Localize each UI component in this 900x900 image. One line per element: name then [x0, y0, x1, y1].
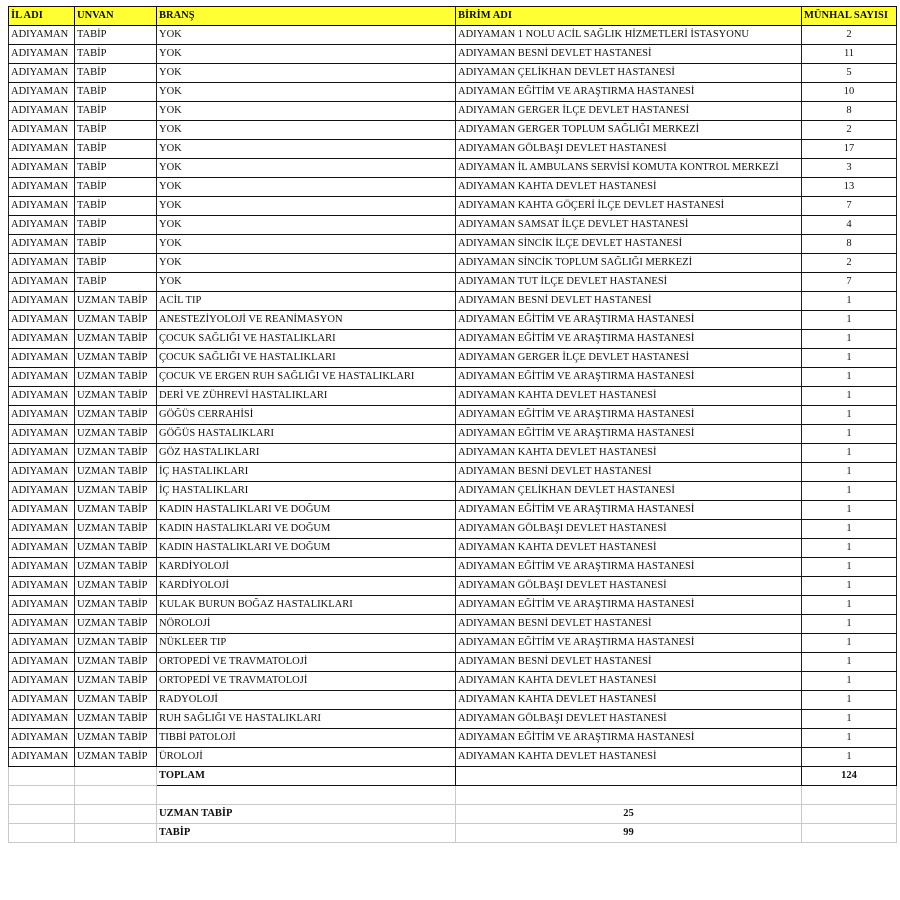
cell-brans: KADIN HASTALIKLARI VE DOĞUM	[157, 520, 456, 539]
cell-unvan: UZMAN TABİP	[75, 425, 157, 444]
cell-birim-adi: ADIYAMAN EĞİTİM VE ARAŞTIRMA HASTANESİ	[456, 558, 802, 577]
cell-il-adi: ADIYAMAN	[9, 463, 75, 482]
cell-unvan: TABİP	[75, 273, 157, 292]
total-label: TOPLAM	[157, 767, 456, 786]
cell-il-adi: ADIYAMAN	[9, 368, 75, 387]
cell-munhal-sayisi: 1	[802, 577, 897, 596]
col-header-birim-adi: BİRİM ADI	[456, 7, 802, 26]
cell-unvan: UZMAN TABİP	[75, 615, 157, 634]
cell-il-adi: ADIYAMAN	[9, 444, 75, 463]
cell-il-adi: ADIYAMAN	[9, 520, 75, 539]
cell-unvan: UZMAN TABİP	[75, 653, 157, 672]
cell-brans: YOK	[157, 102, 456, 121]
blank-cell	[75, 767, 157, 786]
cell-munhal-sayisi: 1	[802, 634, 897, 653]
summary-section	[9, 767, 897, 843]
cell-brans: YOK	[157, 235, 456, 254]
table-row	[9, 710, 897, 729]
cell-birim-adi: ADIYAMAN EĞİTİM VE ARAŞTIRMA HASTANESİ	[456, 406, 802, 425]
blank-cell	[9, 767, 75, 786]
cell-unvan: UZMAN TABİP	[75, 482, 157, 501]
cell-brans: KULAK BURUN BOĞAZ HASTALIKLARI	[157, 596, 456, 615]
cell-il-adi: ADIYAMAN	[9, 140, 75, 159]
cell-il-adi: ADIYAMAN	[9, 26, 75, 45]
cell-brans: KADIN HASTALIKLARI VE DOĞUM	[157, 539, 456, 558]
cell-birim-adi: ADIYAMAN TUT İLÇE DEVLET HASTANESİ	[456, 273, 802, 292]
cell-il-adi: ADIYAMAN	[9, 121, 75, 140]
table-row	[9, 672, 897, 691]
cell-brans: YOK	[157, 26, 456, 45]
cell-birim-adi: ADIYAMAN EĞİTİM VE ARAŞTIRMA HASTANESİ	[456, 368, 802, 387]
cell-birim-adi: ADIYAMAN ÇELİKHAN DEVLET HASTANESİ	[456, 482, 802, 501]
cell-il-adi: ADIYAMAN	[9, 311, 75, 330]
cell-brans: ÜROLOJİ	[157, 748, 456, 767]
col-header-brans: BRANŞ	[157, 7, 456, 26]
cell-unvan: TABİP	[75, 254, 157, 273]
cell-munhal-sayisi: 5	[802, 64, 897, 83]
cell-munhal-sayisi: 2	[802, 26, 897, 45]
blank-cell	[456, 767, 802, 786]
table-row	[9, 539, 897, 558]
cell-unvan: TABİP	[75, 235, 157, 254]
cell-unvan: UZMAN TABİP	[75, 520, 157, 539]
cell-il-adi: ADIYAMAN	[9, 501, 75, 520]
table-row	[9, 45, 897, 64]
cell-il-adi: ADIYAMAN	[9, 558, 75, 577]
cell-birim-adi: ADIYAMAN BESNİ DEVLET HASTANESİ	[456, 463, 802, 482]
cell-birim-adi: ADIYAMAN KAHTA DEVLET HASTANESİ	[456, 691, 802, 710]
cell-il-adi: ADIYAMAN	[9, 596, 75, 615]
cell-munhal-sayisi: 1	[802, 615, 897, 634]
tabip-label: TABİP	[157, 824, 456, 843]
summary-row-uzman	[9, 805, 897, 824]
cell-munhal-sayisi: 1	[802, 691, 897, 710]
table-row	[9, 653, 897, 672]
cell-munhal-sayisi: 1	[802, 748, 897, 767]
col-header-munhal-sayisi: MÜNHAL SAYISI	[802, 7, 897, 26]
cell-brans: YOK	[157, 273, 456, 292]
table-row	[9, 197, 897, 216]
table-row	[9, 634, 897, 653]
cell-munhal-sayisi: 1	[802, 387, 897, 406]
cell-brans: YOK	[157, 197, 456, 216]
cell-munhal-sayisi: 8	[802, 102, 897, 121]
cell-munhal-sayisi: 1	[802, 520, 897, 539]
cell-unvan: UZMAN TABİP	[75, 292, 157, 311]
table-row	[9, 520, 897, 539]
cell-unvan: TABİP	[75, 83, 157, 102]
cell-birim-adi: ADIYAMAN KAHTA DEVLET HASTANESİ	[456, 748, 802, 767]
cell-unvan: TABİP	[75, 26, 157, 45]
table-row	[9, 368, 897, 387]
cell-munhal-sayisi: 1	[802, 292, 897, 311]
cell-brans: TIBBİ PATOLOJİ	[157, 729, 456, 748]
cell-munhal-sayisi: 2	[802, 254, 897, 273]
cell-brans: YOK	[157, 140, 456, 159]
cell-brans: YOK	[157, 64, 456, 83]
cell-unvan: UZMAN TABİP	[75, 634, 157, 653]
cell-birim-adi: ADIYAMAN EĞİTİM VE ARAŞTIRMA HASTANESİ	[456, 501, 802, 520]
cell-brans: YOK	[157, 83, 456, 102]
table-row	[9, 748, 897, 767]
blank-cell	[802, 805, 897, 824]
cell-unvan: UZMAN TABİP	[75, 691, 157, 710]
header-row	[9, 7, 897, 26]
cell-birim-adi: ADIYAMAN EĞİTİM VE ARAŞTIRMA HASTANESİ	[456, 330, 802, 349]
cell-il-adi: ADIYAMAN	[9, 83, 75, 102]
table-row	[9, 501, 897, 520]
cell-birim-adi: ADIYAMAN SAMSAT İLÇE DEVLET HASTANESİ	[456, 216, 802, 235]
cell-munhal-sayisi: 7	[802, 197, 897, 216]
cell-birim-adi: ADIYAMAN BESNİ DEVLET HASTANESİ	[456, 292, 802, 311]
cell-brans: ORTOPEDİ VE TRAVMATOLOJİ	[157, 672, 456, 691]
cell-munhal-sayisi: 1	[802, 406, 897, 425]
cell-birim-adi: ADIYAMAN SİNCİK TOPLUM SAĞLIĞI MERKEZİ	[456, 254, 802, 273]
cell-il-adi: ADIYAMAN	[9, 729, 75, 748]
cell-il-adi: ADIYAMAN	[9, 539, 75, 558]
cell-unvan: UZMAN TABİP	[75, 387, 157, 406]
cell-il-adi: ADIYAMAN	[9, 292, 75, 311]
table-row	[9, 140, 897, 159]
total-row	[9, 767, 897, 786]
cell-il-adi: ADIYAMAN	[9, 748, 75, 767]
cell-unvan: TABİP	[75, 178, 157, 197]
cell-munhal-sayisi: 7	[802, 273, 897, 292]
cell-unvan: UZMAN TABİP	[75, 311, 157, 330]
blank-cell	[75, 824, 157, 843]
cell-il-adi: ADIYAMAN	[9, 235, 75, 254]
cell-munhal-sayisi: 1	[802, 729, 897, 748]
cell-brans: ÇOCUK SAĞLIĞI VE HASTALIKLARI	[157, 349, 456, 368]
cell-munhal-sayisi: 1	[802, 425, 897, 444]
cell-birim-adi: ADIYAMAN KAHTA DEVLET HASTANESİ	[456, 444, 802, 463]
cell-unvan: UZMAN TABİP	[75, 349, 157, 368]
blank-cell	[9, 805, 75, 824]
cell-brans: ACİL TIP	[157, 292, 456, 311]
cell-birim-adi: ADIYAMAN İL AMBULANS SERVİSİ KOMUTA KONTROL MERKEZİ	[456, 159, 802, 178]
total-value: 124	[802, 767, 897, 786]
cell-birim-adi: ADIYAMAN GÖLBAŞI DEVLET HASTANESİ	[456, 710, 802, 729]
table-row	[9, 729, 897, 748]
cell-birim-adi: ADIYAMAN BESNİ DEVLET HASTANESİ	[456, 45, 802, 64]
cell-brans: YOK	[157, 216, 456, 235]
cell-munhal-sayisi: 1	[802, 672, 897, 691]
cell-munhal-sayisi: 1	[802, 501, 897, 520]
cell-brans: ÇOCUK VE ERGEN RUH SAĞLIĞI VE HASTALIKLARI	[157, 368, 456, 387]
cell-unvan: TABİP	[75, 216, 157, 235]
cell-unvan: TABİP	[75, 121, 157, 140]
cell-il-adi: ADIYAMAN	[9, 653, 75, 672]
cell-brans: YOK	[157, 178, 456, 197]
cell-birim-adi: ADIYAMAN EĞİTİM VE ARAŞTIRMA HASTANESİ	[456, 596, 802, 615]
cell-il-adi: ADIYAMAN	[9, 45, 75, 64]
cell-unvan: UZMAN TABİP	[75, 368, 157, 387]
cell-unvan: UZMAN TABİP	[75, 444, 157, 463]
cell-unvan: TABİP	[75, 45, 157, 64]
cell-munhal-sayisi: 1	[802, 368, 897, 387]
tabip-value: 99	[456, 824, 802, 843]
cell-brans: YOK	[157, 121, 456, 140]
cell-unvan: UZMAN TABİP	[75, 577, 157, 596]
cell-brans: GÖZ HASTALIKLARI	[157, 444, 456, 463]
cell-il-adi: ADIYAMAN	[9, 387, 75, 406]
cell-munhal-sayisi: 1	[802, 482, 897, 501]
cell-il-adi: ADIYAMAN	[9, 349, 75, 368]
table-row	[9, 406, 897, 425]
cell-birim-adi: ADIYAMAN EĞİTİM VE ARAŞTIRMA HASTANESİ	[456, 729, 802, 748]
cell-birim-adi: ADIYAMAN EĞİTİM VE ARAŞTIRMA HASTANESİ	[456, 425, 802, 444]
blank-cell	[9, 786, 75, 805]
cell-munhal-sayisi: 3	[802, 159, 897, 178]
cell-unvan: UZMAN TABİP	[75, 539, 157, 558]
table-row	[9, 216, 897, 235]
cell-munhal-sayisi: 1	[802, 349, 897, 368]
cell-birim-adi: ADIYAMAN KAHTA DEVLET HASTANESİ	[456, 672, 802, 691]
table-row	[9, 558, 897, 577]
cell-brans: ÇOCUK SAĞLIĞI VE HASTALIKLARI	[157, 330, 456, 349]
table-row	[9, 311, 897, 330]
cell-unvan: UZMAN TABİP	[75, 748, 157, 767]
cell-birim-adi: ADIYAMAN SİNCİK İLÇE DEVLET HASTANESİ	[456, 235, 802, 254]
cell-unvan: TABİP	[75, 159, 157, 178]
cell-unvan: UZMAN TABİP	[75, 729, 157, 748]
cell-il-adi: ADIYAMAN	[9, 216, 75, 235]
cell-il-adi: ADIYAMAN	[9, 634, 75, 653]
cell-birim-adi: ADIYAMAN KAHTA DEVLET HASTANESİ	[456, 178, 802, 197]
cell-birim-adi: ADIYAMAN BESNİ DEVLET HASTANESİ	[456, 653, 802, 672]
cell-il-adi: ADIYAMAN	[9, 425, 75, 444]
cell-birim-adi: ADIYAMAN GÖLBAŞI DEVLET HASTANESİ	[456, 140, 802, 159]
cell-brans: NÖROLOJİ	[157, 615, 456, 634]
cell-munhal-sayisi: 1	[802, 330, 897, 349]
cell-brans: DERİ VE ZÜHREVİ HASTALIKLARI	[157, 387, 456, 406]
blank-cell	[75, 786, 157, 805]
cell-munhal-sayisi: 11	[802, 45, 897, 64]
cell-munhal-sayisi: 1	[802, 444, 897, 463]
table-row	[9, 178, 897, 197]
cell-unvan: UZMAN TABİP	[75, 672, 157, 691]
cell-birim-adi: ADIYAMAN GERGER TOPLUM SAĞLIĞI MERKEZİ	[456, 121, 802, 140]
table-row	[9, 425, 897, 444]
vacancy-table	[8, 6, 897, 843]
cell-munhal-sayisi: 1	[802, 558, 897, 577]
cell-birim-adi: ADIYAMAN EĞİTİM VE ARAŞTIRMA HASTANESİ	[456, 83, 802, 102]
uzman-label: UZMAN TABİP	[157, 805, 456, 824]
cell-il-adi: ADIYAMAN	[9, 159, 75, 178]
table-row	[9, 463, 897, 482]
cell-unvan: UZMAN TABİP	[75, 501, 157, 520]
table-row	[9, 691, 897, 710]
table-row	[9, 482, 897, 501]
table-body	[9, 26, 897, 767]
cell-il-adi: ADIYAMAN	[9, 273, 75, 292]
table-row	[9, 615, 897, 634]
cell-birim-adi: ADIYAMAN BESNİ DEVLET HASTANESİ	[456, 615, 802, 634]
table-row	[9, 235, 897, 254]
cell-il-adi: ADIYAMAN	[9, 691, 75, 710]
col-header-unvan: UNVAN	[75, 7, 157, 26]
cell-munhal-sayisi: 8	[802, 235, 897, 254]
cell-birim-adi: ADIYAMAN GERGER İLÇE DEVLET HASTANESİ	[456, 349, 802, 368]
cell-unvan: TABİP	[75, 140, 157, 159]
cell-il-adi: ADIYAMAN	[9, 615, 75, 634]
table-row	[9, 254, 897, 273]
table-row	[9, 273, 897, 292]
table-row	[9, 444, 897, 463]
cell-munhal-sayisi: 1	[802, 311, 897, 330]
cell-brans: KADIN HASTALIKLARI VE DOĞUM	[157, 501, 456, 520]
cell-munhal-sayisi: 1	[802, 596, 897, 615]
blank-cell	[802, 824, 897, 843]
cell-brans: ORTOPEDİ VE TRAVMATOLOJİ	[157, 653, 456, 672]
blank-cell	[9, 824, 75, 843]
cell-unvan: UZMAN TABİP	[75, 406, 157, 425]
cell-brans: ANESTEZİYOLOJİ VE REANİMASYON	[157, 311, 456, 330]
cell-brans: GÖĞÜS CERRAHİSİ	[157, 406, 456, 425]
cell-birim-adi: ADIYAMAN ÇELİKHAN DEVLET HASTANESİ	[456, 64, 802, 83]
cell-brans: RUH SAĞLIĞI VE HASTALIKLARI	[157, 710, 456, 729]
table-row	[9, 349, 897, 368]
cell-unvan: UZMAN TABİP	[75, 596, 157, 615]
cell-munhal-sayisi: 1	[802, 539, 897, 558]
cell-brans: İÇ HASTALIKLARI	[157, 482, 456, 501]
cell-unvan: UZMAN TABİP	[75, 558, 157, 577]
cell-il-adi: ADIYAMAN	[9, 102, 75, 121]
cell-il-adi: ADIYAMAN	[9, 254, 75, 273]
cell-birim-adi: ADIYAMAN GÖLBAŞI DEVLET HASTANESİ	[456, 520, 802, 539]
cell-il-adi: ADIYAMAN	[9, 710, 75, 729]
cell-munhal-sayisi: 10	[802, 83, 897, 102]
col-header-il-adi: İL ADI	[9, 7, 75, 26]
cell-munhal-sayisi: 1	[802, 653, 897, 672]
cell-birim-adi: ADIYAMAN KAHTA GÖÇERİ İLÇE DEVLET HASTANESİ	[456, 197, 802, 216]
cell-brans: NÜKLEER TIP	[157, 634, 456, 653]
cell-munhal-sayisi: 1	[802, 463, 897, 482]
table-row	[9, 159, 897, 178]
table-row	[9, 292, 897, 311]
blank-cell	[157, 786, 456, 805]
cell-birim-adi: ADIYAMAN GÖLBAŞI DEVLET HASTANESİ	[456, 577, 802, 596]
cell-unvan: TABİP	[75, 64, 157, 83]
blank-cell	[802, 786, 897, 805]
cell-birim-adi: ADIYAMAN EĞİTİM VE ARAŞTIRMA HASTANESİ	[456, 634, 802, 653]
cell-brans: YOK	[157, 254, 456, 273]
table-row	[9, 387, 897, 406]
cell-birim-adi: ADIYAMAN GERGER İLÇE DEVLET HASTANESİ	[456, 102, 802, 121]
table-row	[9, 577, 897, 596]
cell-munhal-sayisi: 17	[802, 140, 897, 159]
table-row	[9, 121, 897, 140]
cell-munhal-sayisi: 2	[802, 121, 897, 140]
cell-brans: KARDİYOLOJİ	[157, 558, 456, 577]
cell-brans: GÖĞÜS HASTALIKLARI	[157, 425, 456, 444]
cell-unvan: UZMAN TABİP	[75, 710, 157, 729]
table-row	[9, 26, 897, 45]
cell-birim-adi: ADIYAMAN EĞİTİM VE ARAŞTIRMA HASTANESİ	[456, 311, 802, 330]
table-row	[9, 596, 897, 615]
cell-brans: YOK	[157, 159, 456, 178]
table-row	[9, 102, 897, 121]
summary-row-tabip	[9, 824, 897, 843]
cell-il-adi: ADIYAMAN	[9, 197, 75, 216]
cell-unvan: UZMAN TABİP	[75, 463, 157, 482]
cell-munhal-sayisi: 4	[802, 216, 897, 235]
cell-unvan: UZMAN TABİP	[75, 330, 157, 349]
cell-brans: İÇ HASTALIKLARI	[157, 463, 456, 482]
cell-il-adi: ADIYAMAN	[9, 406, 75, 425]
cell-il-adi: ADIYAMAN	[9, 482, 75, 501]
cell-unvan: TABİP	[75, 102, 157, 121]
cell-brans: KARDİYOLOJİ	[157, 577, 456, 596]
table-row	[9, 64, 897, 83]
table-row	[9, 330, 897, 349]
blank-cell	[456, 786, 802, 805]
cell-il-adi: ADIYAMAN	[9, 64, 75, 83]
cell-munhal-sayisi: 1	[802, 710, 897, 729]
cell-brans: RADYOLOJİ	[157, 691, 456, 710]
cell-birim-adi: ADIYAMAN KAHTA DEVLET HASTANESİ	[456, 539, 802, 558]
cell-unvan: TABİP	[75, 197, 157, 216]
table-row	[9, 83, 897, 102]
cell-munhal-sayisi: 13	[802, 178, 897, 197]
spacer-row	[9, 786, 897, 805]
blank-cell	[75, 805, 157, 824]
cell-il-adi: ADIYAMAN	[9, 178, 75, 197]
cell-brans: YOK	[157, 45, 456, 64]
cell-il-adi: ADIYAMAN	[9, 672, 75, 691]
cell-il-adi: ADIYAMAN	[9, 577, 75, 596]
uzman-value: 25	[456, 805, 802, 824]
cell-birim-adi: ADIYAMAN 1 NOLU ACİL SAĞLIK HİZMETLERİ İSTASYONU	[456, 26, 802, 45]
cell-il-adi: ADIYAMAN	[9, 330, 75, 349]
cell-birim-adi: ADIYAMAN KAHTA DEVLET HASTANESİ	[456, 387, 802, 406]
